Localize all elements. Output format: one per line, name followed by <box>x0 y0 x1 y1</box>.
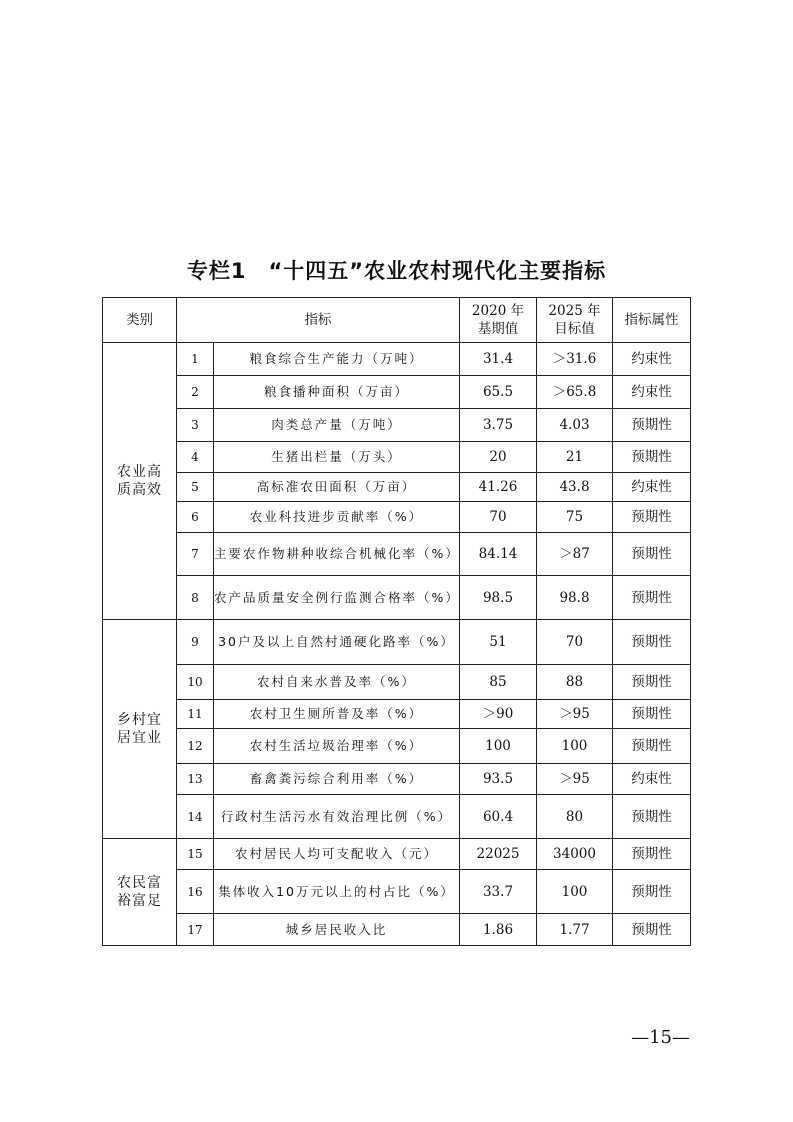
header-target-label: 目标值 <box>554 321 595 337</box>
row-number: 17 <box>177 914 214 946</box>
target-value: 70 <box>537 620 613 665</box>
row-number: 1 <box>177 343 214 376</box>
table-row <box>103 376 691 409</box>
category-line-1: 乡村宜 <box>117 712 162 728</box>
indicator-attribute: 预期性 <box>613 576 691 620</box>
indicator-name: 农村卫生厕所普及率（%） <box>214 700 460 729</box>
category-cell <box>103 839 177 946</box>
indicator-attribute: 预期性 <box>613 795 691 839</box>
header-base-year: 2020 年 <box>471 303 525 319</box>
indicator-name: 高标准农田面积（万亩） <box>214 473 460 502</box>
row-number: 7 <box>177 533 214 576</box>
target-value: 1.77 <box>537 914 613 946</box>
row-number: 14 <box>177 795 214 839</box>
category-line-2: 质高效 <box>117 482 162 498</box>
table-row <box>103 914 691 946</box>
row-number: 6 <box>177 502 214 533</box>
indicator-name: 城乡居民收入比 <box>214 914 460 946</box>
indicator-attribute: 预期性 <box>613 665 691 700</box>
target-value: ＞95 <box>537 700 613 729</box>
target-value: ＞31.6 <box>537 343 613 376</box>
base-value: 31.4 <box>460 343 537 376</box>
table-row <box>103 343 691 376</box>
row-number: 4 <box>177 442 214 473</box>
base-value: 60.4 <box>460 795 537 839</box>
row-number: 15 <box>177 839 214 870</box>
table-row <box>103 839 691 870</box>
row-number: 12 <box>177 729 214 764</box>
indicator-name: 粮食播种面积（万亩） <box>214 376 460 409</box>
target-value: 88 <box>537 665 613 700</box>
indicator-attribute: 预期性 <box>613 729 691 764</box>
header-base-value <box>460 298 537 343</box>
target-value: 34000 <box>537 839 613 870</box>
target-value: 98.8 <box>537 576 613 620</box>
indicator-table <box>102 297 691 946</box>
target-value: 100 <box>537 729 613 764</box>
base-value: 1.86 <box>460 914 537 946</box>
base-value: 98.5 <box>460 576 537 620</box>
table-row <box>103 870 691 914</box>
table-row <box>103 442 691 473</box>
indicator-name: 农产品质量安全例行监测合格率（%） <box>214 576 460 620</box>
category-line-2: 裕富足 <box>117 893 162 909</box>
header-category: 类别 <box>103 298 177 343</box>
table-row <box>103 502 691 533</box>
indicator-name: 畜禽粪污综合利用率（%） <box>214 764 460 795</box>
indicator-attribute: 预期性 <box>613 839 691 870</box>
table-row <box>103 764 691 795</box>
base-value: 20 <box>460 442 537 473</box>
target-value: 75 <box>537 502 613 533</box>
category-cell <box>103 343 177 620</box>
base-value: 33.7 <box>460 870 537 914</box>
base-value: 93.5 <box>460 764 537 795</box>
indicator-name: 农村自来水普及率（%） <box>214 665 460 700</box>
row-number: 3 <box>177 409 214 442</box>
indicator-name: 集体收入10万元以上的村占比（%） <box>214 870 460 914</box>
table-row <box>103 700 691 729</box>
base-value: ＞90 <box>460 700 537 729</box>
row-number: 10 <box>177 665 214 700</box>
category-line-1: 农业高 <box>117 464 162 480</box>
header-indicator: 指标 <box>177 298 460 343</box>
indicator-attribute: 约束性 <box>613 473 691 502</box>
indicator-name: 农业科技进步贡献率（%） <box>214 502 460 533</box>
indicator-name: 粮食综合生产能力（万吨） <box>214 343 460 376</box>
table-row <box>103 473 691 502</box>
base-value: 41.26 <box>460 473 537 502</box>
target-value: 21 <box>537 442 613 473</box>
table-row <box>103 576 691 620</box>
indicator-attribute: 约束性 <box>613 376 691 409</box>
header-base-label: 基期值 <box>477 321 519 337</box>
row-number: 2 <box>177 376 214 409</box>
row-number: 5 <box>177 473 214 502</box>
row-number: 8 <box>177 576 214 620</box>
base-value: 51 <box>460 620 537 665</box>
header-target-year: 2025 年 <box>548 303 601 319</box>
table-row <box>103 409 691 442</box>
indicator-attribute: 预期性 <box>613 442 691 473</box>
indicator-attribute: 预期性 <box>613 409 691 442</box>
page-number: —15— <box>631 1027 690 1048</box>
category-line-2: 居宜业 <box>117 730 162 746</box>
row-number: 9 <box>177 620 214 665</box>
table-title: 专栏1 “十四五”农业农村现代化主要指标 <box>186 259 607 283</box>
base-value: 3.75 <box>460 409 537 442</box>
base-value: 22025 <box>460 839 537 870</box>
target-value: ＞95 <box>537 764 613 795</box>
table-header-row <box>103 298 691 343</box>
target-value: 100 <box>537 870 613 914</box>
base-value: 70 <box>460 502 537 533</box>
target-value: 43.8 <box>537 473 613 502</box>
indicator-name: 主要农作物耕种收综合机械化率（%） <box>214 533 460 576</box>
row-number: 16 <box>177 870 214 914</box>
indicator-name: 行政村生活污水有效治理比例（%） <box>214 795 460 839</box>
header-attribute: 指标属性 <box>613 298 691 343</box>
category-line-1: 农民富 <box>117 875 162 891</box>
indicator-name: 肉类总产量（万吨） <box>214 409 460 442</box>
category-cell <box>103 620 177 839</box>
base-value: 85 <box>460 665 537 700</box>
indicator-name: 农村居民人均可支配收入（元） <box>214 839 460 870</box>
base-value: 65.5 <box>460 376 537 409</box>
base-value: 100 <box>460 729 537 764</box>
indicator-attribute: 约束性 <box>613 343 691 376</box>
indicator-attribute: 预期性 <box>613 533 691 576</box>
table-row <box>103 620 691 665</box>
header-target-value <box>537 298 613 343</box>
table-row <box>103 533 691 576</box>
indicator-attribute: 预期性 <box>613 620 691 665</box>
target-value: 4.03 <box>537 409 613 442</box>
target-value: ＞65.8 <box>537 376 613 409</box>
target-value: 80 <box>537 795 613 839</box>
table-row <box>103 795 691 839</box>
indicator-attribute: 预期性 <box>613 502 691 533</box>
indicator-attribute: 预期性 <box>613 870 691 914</box>
indicator-attribute: 预期性 <box>613 914 691 946</box>
indicator-name: 农村生活垃圾治理率（%） <box>214 729 460 764</box>
target-value: ＞87 <box>537 533 613 576</box>
table-row <box>103 729 691 764</box>
indicator-attribute: 预期性 <box>613 700 691 729</box>
indicator-name: 生猪出栏量（万头） <box>214 442 460 473</box>
base-value: 84.14 <box>460 533 537 576</box>
row-number: 13 <box>177 764 214 795</box>
table-row <box>103 665 691 700</box>
row-number: 11 <box>177 700 214 729</box>
indicator-name: 30户及以上自然村通硬化路率（%） <box>214 620 460 665</box>
indicator-attribute: 约束性 <box>613 764 691 795</box>
